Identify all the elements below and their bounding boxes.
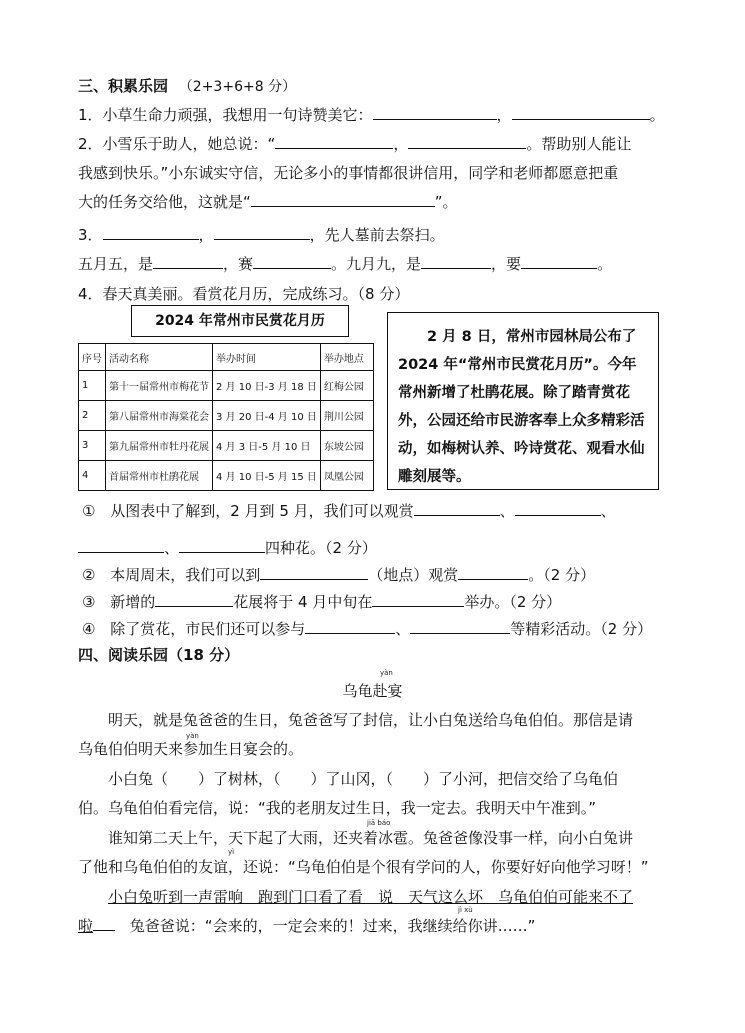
story-title: 乌龟赴宴 <box>342 682 403 700</box>
pinyin-jia-bao: jiā báo <box>367 819 391 827</box>
sub1-text: 从图表中了解到，2 月到 5 月，我们可以观赏 <box>110 502 414 520</box>
section4-heading: 四、阅读乐园（18 分） <box>78 646 240 664</box>
sub3-end: 举办。（2 分） <box>464 593 562 611</box>
q2-line1-end: 。帮助别人能让 <box>526 135 632 153</box>
q1-sep: ， <box>496 106 512 124</box>
cell-time: 3 月 20 日-4 月 10 日 <box>213 401 321 431</box>
sub3-blank-2[interactable] <box>372 592 464 607</box>
cell-place: 荆川公园 <box>320 401 373 431</box>
q2-line1-start: 2．小雪乐于助人，她总说：“ <box>78 135 276 153</box>
story-paragraph-2-line2: 伯。乌龟伯伯看完信，说：“我的老朋友过生日，我一定去。我明天中午准到。” <box>78 799 597 817</box>
q3-b: ，赛 <box>223 255 254 273</box>
pinyin-yi: yì <box>228 848 235 856</box>
sub1-blank-2[interactable] <box>515 501 601 516</box>
sub2-mark: ② <box>82 566 96 584</box>
q2-blank-3[interactable] <box>251 192 435 207</box>
q3-c: 。九月九，是 <box>331 255 422 273</box>
cell-time: 2 月 10 日-3 月 18 日 <box>213 371 321 401</box>
sub-question-4 <box>82 619 652 639</box>
notice-box <box>387 312 659 490</box>
q1-text: 1．小草生命力顽强，我想用一句诗赞美它： <box>78 106 373 124</box>
q2-line3-end: ”。 <box>434 193 458 211</box>
section3-heading-line <box>78 76 296 97</box>
q3-blank-1[interactable] <box>103 225 199 240</box>
calendar-table <box>78 343 374 491</box>
sub4-end: 等精彩活动。（2 分） <box>510 620 653 638</box>
cell-no: 4 <box>79 461 106 491</box>
pinyin-yan-title: yàn <box>380 669 393 677</box>
question-2-line2: 我感到快乐。”小东诚实守信，无论多小的事情都很讲信用，同学和老师都愿意把重 <box>78 164 619 182</box>
story-paragraph-4-line1: 小白兔听到一声雷响 跑到门口看了看 说 天气这么坏 乌龟伯伯可能来不了 <box>108 888 634 906</box>
sub1-blank-4[interactable] <box>179 538 265 553</box>
sub1-sep-2: 、 <box>600 502 616 520</box>
col-header-time: 举办时间 <box>213 344 321 371</box>
col-header-no: 序号 <box>79 344 106 371</box>
sub-question-1 <box>82 501 616 521</box>
question-1 <box>78 105 665 125</box>
cell-name: 首届常州市杜鹃花展 <box>106 461 213 491</box>
notice-text: 2 月 8 日，常州市园林局公布了 2024 年“常州市民赏花月历”。今年常州新增了杜鹃花展。除了踏青赏花外，公园还给市民游客奉上众多精彩活动，如梅树认养、吟诗赏花、观看水仙雕刻展等。 <box>398 329 645 485</box>
sub4-blank-1[interactable] <box>305 619 395 634</box>
sub4-sep: 、 <box>395 620 411 638</box>
q1-blank-1[interactable] <box>373 105 497 120</box>
story-paragraph-2-line1: 小白兔（ ）了树林，（ ）了山冈，（ ）了小河，把信交给了乌龟伯 <box>108 770 619 788</box>
col-header-name: 活动名称 <box>106 344 213 371</box>
cell-no: 1 <box>79 371 106 401</box>
cell-time: 4 月 3 日-5 月 10 日 <box>213 431 321 461</box>
cell-name: 第九届常州市牡丹花展 <box>106 431 213 461</box>
sub1-line2-end: 四种花。（2 分） <box>265 539 377 557</box>
calendar-title: 2024 年常州市民赏花月历 <box>131 305 349 337</box>
q3-sep: ， <box>198 226 214 244</box>
p4-la: 啦 <box>78 917 94 935</box>
cell-place: 红梅公园 <box>320 371 373 401</box>
sub4-text: 除了赏花，市民们还可以参与 <box>110 620 306 638</box>
cell-name: 第十一届常州市梅花节 <box>106 371 213 401</box>
sub4-mark: ④ <box>82 620 96 638</box>
sub2-mid: （地点）观赏 <box>368 566 459 584</box>
sub1-blank-3[interactable] <box>78 538 164 553</box>
sub-question-2 <box>82 565 595 585</box>
sub3-blank-1[interactable] <box>155 592 233 607</box>
q1-blank-2[interactable] <box>512 105 650 120</box>
sub2-end: 。（2 分） <box>528 566 596 584</box>
p4-rest: 兔爸爸说：“会来的，一定会来的！过来，我继续给你讲……” <box>129 917 536 935</box>
sub2-text: 本周周末，我们可以到 <box>110 566 261 584</box>
q2-line3-start: 大的任务交给他，这就是“ <box>78 193 251 211</box>
question-2-line3 <box>78 192 458 212</box>
q3-blank-3[interactable] <box>153 254 223 269</box>
story-paragraph-1-line1: 明天，就是兔爸爸的生日，兔爸爸写了封信，让小白兔送给乌龟伯伯。那信是请 <box>108 711 634 729</box>
table-header-row <box>79 344 374 371</box>
story-paragraph-4-line2 <box>78 912 670 942</box>
section3-score: （2+3+6+8 分） <box>178 79 297 95</box>
q2-sep: ， <box>393 135 409 153</box>
sub1-blank-1[interactable] <box>414 501 500 516</box>
sub2-blank-1[interactable] <box>260 565 368 580</box>
q3-a: 五月五，是 <box>78 255 154 273</box>
q3-blank-4[interactable] <box>253 254 331 269</box>
question-2-line1 <box>78 134 631 154</box>
question-3-line2 <box>78 254 612 274</box>
sub-question-3 <box>82 592 561 612</box>
sub1-mark: ① <box>82 502 96 520</box>
sub4-blank-2[interactable] <box>410 619 510 634</box>
q2-blank-2[interactable] <box>408 134 526 149</box>
q2-blank-1[interactable] <box>275 134 393 149</box>
pinyin-jixu: jì xù <box>458 906 473 914</box>
cell-place: 凤凰公园 <box>320 461 373 491</box>
table-row <box>79 371 374 401</box>
cell-name: 第八届常州市海棠花会 <box>106 401 213 431</box>
sub3-mark: ③ <box>82 593 96 611</box>
cell-place: 东坡公园 <box>320 431 373 461</box>
pinyin-yan-p1: yàn <box>186 732 199 740</box>
table-row <box>79 431 374 461</box>
story-paragraph-3-line1: 谁知第二天上午，天下起了大雨，还夹着冰雹。兔爸爸像没事一样，向小白兔讲 <box>108 829 634 847</box>
cell-time: 4 月 10 日-5 月 15 日 <box>213 461 321 491</box>
sub1-sep-3: 、 <box>164 539 180 557</box>
q3-e: 。 <box>597 255 613 273</box>
q3-line1-start: 3． <box>78 226 103 244</box>
sub2-blank-2[interactable] <box>458 565 528 580</box>
story-paragraph-3-line2: 了他和乌龟伯伯的友谊，还说：“乌龟伯伯是个很有学问的人，你要好好向他学习呀！” <box>78 858 649 876</box>
question-3-line1 <box>78 225 445 245</box>
q3-blank-5[interactable] <box>421 254 491 269</box>
sub1-sep-1: 、 <box>499 502 515 520</box>
table-row <box>79 461 374 491</box>
q3-d: ，要 <box>491 255 522 273</box>
table-row <box>79 401 374 431</box>
q1-end: 。 <box>649 106 665 124</box>
q3-blank-2[interactable] <box>214 225 310 240</box>
q3-line1-end: ，先人墓前去祭扫。 <box>309 226 445 244</box>
sub-question-1-line2 <box>78 538 377 558</box>
q3-blank-6[interactable] <box>521 254 597 269</box>
cell-no: 2 <box>79 401 106 431</box>
p4-blank[interactable] <box>93 918 115 931</box>
col-header-place: 举办地点 <box>320 344 373 371</box>
sub3-mid: 花展将于 4 月中旬在 <box>233 593 373 611</box>
cell-no: 3 <box>79 431 106 461</box>
sub3-text: 新增的 <box>110 593 156 611</box>
story-paragraph-1-line2: 乌龟伯伯明天来参加生日宴会的。 <box>78 740 304 758</box>
question-4: 4．春天真美丽。看赏花月历，完成练习。（8 分） <box>78 285 410 303</box>
section3-heading: 三、积累乐园 <box>78 77 169 95</box>
